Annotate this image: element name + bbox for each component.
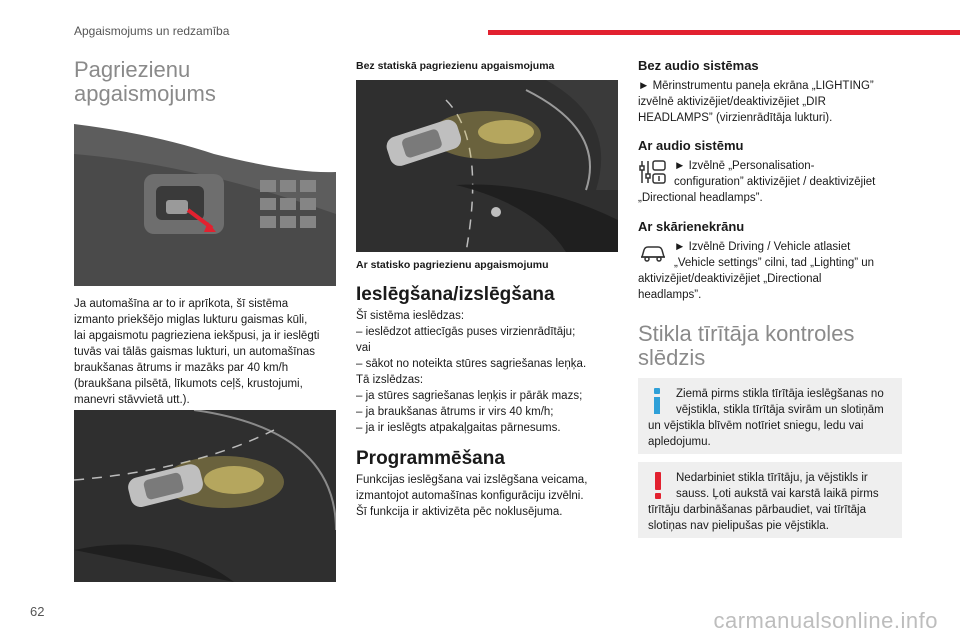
touch-line: headlamps”. [638, 289, 702, 301]
fog-lamp-photo [74, 114, 336, 286]
programming-description [356, 472, 618, 520]
body-line: izmanto priekšējo miglas lukturu gaismas kūli, [74, 314, 308, 326]
switching-description [356, 308, 618, 436]
info-line: apledojumu. [648, 436, 711, 448]
switch-line: – sākot no noteikta stūres sagriešanas leņķa. [356, 358, 587, 370]
warn-line: tīrītāju darbināšanas pārbaudiet, vai tīrītāja [648, 504, 866, 516]
no-audio-line: izvēlnē aktivizējiet/deaktivizējiet „DIR [638, 96, 826, 108]
touch-line: aktivizējiet/deaktivizējiet „Directional [638, 273, 822, 285]
warn-line: sauss. Ļoti aukstā vai karstā laikā pirms [676, 488, 879, 500]
warning-note-box [638, 462, 902, 538]
title-line-1: Pagriezienu [74, 57, 191, 82]
caption-with-static-lighting: Ar statisko pagriezienu apgaismojumu [356, 259, 549, 271]
prog-line: Šī funkcija ir aktivizēta pēc noklusējuma. [356, 506, 563, 518]
body-line: lai apgaismotu pagrieziena iekšpusi, ja ir ieslēgti [74, 330, 320, 342]
touch-line: „Vehicle settings” cilni, tad „Lighting” un [674, 257, 875, 269]
switch-line: – ja braukšanas ātrums ir virs 40 km/h; [356, 406, 554, 418]
watermark: carmanualsonline.info [713, 608, 938, 633]
info-line: Ziemā pirms stikla tīrītāja ieslēgšanas no [676, 388, 884, 400]
wiper-title-line-1: Stikla tīrītāja kontroles [638, 321, 855, 346]
title-wiper-control [638, 322, 902, 370]
without-audio-description [638, 78, 902, 126]
info-line: vējstikla, stikla tīrītāja svirām un slotiņām [676, 404, 884, 416]
touchscreen-description [638, 239, 902, 303]
warn-line: slotiņas nav pielipušas pie vējstikla. [648, 520, 829, 532]
cornering-lights-description [74, 296, 336, 408]
audio-line: ► Izvēlnē „Personalisation- [674, 160, 815, 172]
warning-icon [648, 472, 670, 498]
warn-line: Nedarbiniet stikla tīrītāju, ja vējstikls ir [676, 472, 868, 484]
car-with-cornering-light-illustration [74, 410, 336, 582]
title-line-2: apgaismojums [74, 81, 216, 106]
page-number: 62 [30, 604, 45, 619]
heading-without-audio: Bez audio sistēmas [638, 58, 759, 73]
audio-line: configuration” aktivizējiet / deaktivizējiet [674, 176, 876, 188]
body-line: manevri stāvvietā utt.). [74, 394, 190, 406]
car-icon [638, 239, 668, 267]
prog-line: izmantojot automašīnas konfigurāciju izvēlni. [356, 490, 584, 502]
heading-programming: Programmēšana [356, 448, 505, 469]
body-line: braukšanas ātrums ir mazāks par 40 km/h [74, 362, 289, 374]
heading-with-audio: Ar audio sistēmu [638, 138, 744, 153]
no-audio-line: HEADLAMPS” (virzienrādītāja lukturi). [638, 112, 833, 124]
info-line: un vējstikla blīvēm notīriet sniegu, ledu vai [648, 420, 864, 432]
switch-line: Tā izslēdzas: [356, 374, 424, 386]
body-line: tuvās vai tālās gaismas lukturi, un automašīnas [74, 346, 315, 358]
section-title: Apgaismojums un redzamība [74, 24, 230, 38]
switch-line: vai [356, 342, 371, 354]
prog-line: Funkcijas ieslēgšana vai izslēgšana veicama, [356, 474, 588, 486]
body-line: Ja automašīna ar to ir aprīkota, šī sistēma [74, 298, 289, 310]
no-audio-line: ► Mērinstrumentu paneļa ekrāna „LIGHTING” [638, 80, 874, 92]
switch-line: – ieslēdzot attiecīgās puses virzienrādītāju; [356, 326, 576, 338]
switch-line: – ja stūres sagriešanas leņķis ir pārāk mazs; [356, 390, 583, 402]
info-icon [648, 388, 670, 414]
title-cornering-lights [74, 58, 336, 106]
heading-switching-on-off: Ieslēgšana/izslēgšana [356, 284, 555, 305]
info-note-box [638, 378, 902, 454]
heading-with-touchscreen: Ar skārienekrānu [638, 219, 745, 234]
settings-sliders-icon [638, 158, 668, 186]
touch-line: ► Izvēlnē Driving / Vehicle atlasiet [674, 241, 851, 253]
fog-lamp-illustration [74, 114, 336, 286]
no-static-lighting-illustration [356, 80, 618, 252]
header-accent-bar [488, 30, 960, 35]
with-audio-description [638, 158, 902, 206]
switch-line: Šī sistēma ieslēdzas: [356, 310, 465, 322]
caption-without-static-lighting: Bez statiskā pagriezienu apgaismojuma [356, 60, 555, 72]
audio-line: „Directional headlamps”. [638, 192, 763, 204]
wiper-title-line-2: slēdzis [638, 345, 706, 370]
body-line: (braukšana pilsētā, līkumots ceļš, krustojumi, [74, 378, 303, 390]
switch-line: – ja ir ieslēgts atpakaļgaitas pārnesums. [356, 422, 561, 434]
